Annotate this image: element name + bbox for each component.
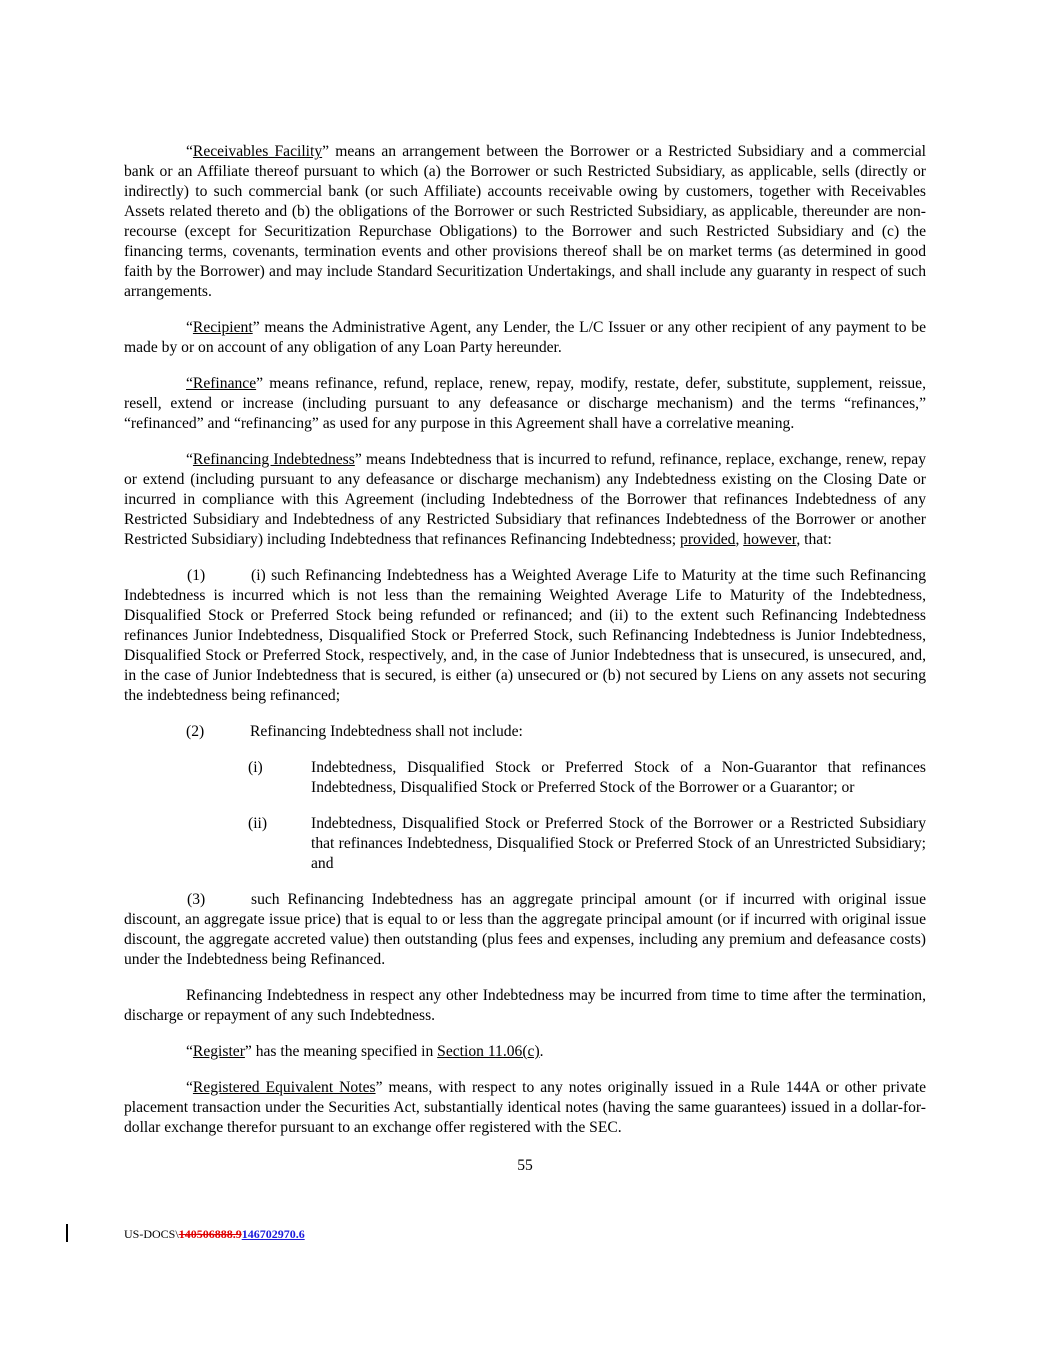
clause-end: , that: <box>796 531 832 548</box>
definition-text: ” means the Administrative Agent, any Lender, the L/C Issuer or any other recipient of any payment to be made by or on account of any obligation of any Loan Party hereunder. <box>124 319 926 356</box>
quote: “ <box>186 143 193 160</box>
subclause-text: Indebtedness, Disqualified Stock or Preferred Stock of a Non-Guarantor that refinances Indebtedness, Disqualified Stock or Preferred Stock of the Borrower or a Guarantor; or <box>311 759 926 796</box>
defined-term: “Refinance <box>186 375 257 392</box>
clause-text: Refinancing Indebtedness shall not include: <box>250 723 523 740</box>
definition-registered-equivalent-notes <box>124 1078 926 1138</box>
document-body <box>124 142 926 1246</box>
change-bar <box>66 1224 68 1242</box>
provided-term: provided <box>680 531 736 548</box>
quote: “ <box>186 319 193 336</box>
defined-term: Recipient <box>192 319 253 336</box>
however-term: however <box>743 531 797 548</box>
definition-refinancing-indebtedness <box>124 450 926 550</box>
clause-1 <box>124 566 926 706</box>
definition-text: ” means, with respect to any notes originally issued in a Rule 144A or other private placement transaction under the Securities Act, substantially identical notes (having the same guarantees) issued in a dollar-for-dollar exchange therefor pursuant to an exchange offer registered with the SEC. <box>124 1079 926 1136</box>
doc-id-deleted: 140506888.9 <box>178 1227 242 1241</box>
definition-text: ” means Indebtedness that is incurred to refund, refinance, replace, exchange, renew, repay or extend (including pursuant to any defeasance or discharge mechanism) any Indebtedness existing on the Closing Date or incurred in compliance with this Agreement (including Indebtedness of the Borrower that refinances Indebtedness of any Restricted Subsidiary and Indebtedness of any Restricted Subsidiary that refinances Indebtedness of the Borrower or another Restricted Subsidiary) including Indebtedness that refinances Refinancing Indebtedness; <box>124 451 926 548</box>
comma: , <box>735 531 744 548</box>
defined-term: Receivables Facility <box>192 143 323 160</box>
definition-text: ” has the meaning specified in <box>244 1043 438 1060</box>
definition-text: ” means refinance, refund, replace, renew, repay, modify, restate, defer, substitute, supplement, reissue, resell, extend or increase (including pursuant to any defeasance or discharge mechanism) and the terms “refinances,” “refinanced” and “refinancing” as used for any purpose in this Agreement shall have a correlative meaning. <box>124 375 926 432</box>
quote: “ <box>186 1079 193 1096</box>
clause-number: (2) <box>186 723 205 740</box>
defined-term: Refinancing Indebtedness <box>192 451 355 468</box>
quote: “ <box>186 451 193 468</box>
footer-row <box>124 1226 926 1246</box>
doc-id-prefix: US-DOCS\ <box>124 1227 179 1241</box>
paragraph-other-indebtedness <box>124 986 926 1026</box>
section-reference: Section 11.06(c) <box>437 1043 540 1060</box>
definition-recipient <box>124 318 926 358</box>
paragraph-text: Refinancing Indebtedness in respect any other Indebtedness may be incurred from time to time after the termination, discharge or repayment of any such Indebtedness. <box>124 987 926 1024</box>
defined-term: Registered Equivalent Notes <box>192 1079 376 1096</box>
document-id-footer <box>124 1226 926 1242</box>
quote: “ <box>186 1043 193 1060</box>
page-number: 55 <box>517 1157 533 1174</box>
definition-receivables-facility <box>124 142 926 302</box>
doc-id-inserted: 146702970.6 <box>241 1227 305 1241</box>
defined-term: Register <box>192 1043 245 1060</box>
subclause-ii <box>248 814 926 874</box>
definition-refinance <box>124 374 926 434</box>
subclause-text: Indebtedness, Disqualified Stock or Preferred Stock of the Borrower or a Restricted Subsidiary that refinances Indebtedness, Disqualified Stock or Preferred Stock of an Unrestricted Subsidiary; and <box>311 815 926 872</box>
clause-3 <box>124 890 926 970</box>
subclause-number: (i) <box>248 759 263 776</box>
clause-number: (1) <box>187 567 206 584</box>
definition-text: ” means an arrangement between the Borrower or a Restricted Subsidiary and a commercial bank or an Affiliate thereof pursuant to which (a) the Borrower or such Restricted Subsidiary, as applicable, sells (directly or indirectly) to such commercial bank (or such Affiliate) accounts receivable owing by customers, together with Receivables Assets related thereto and (b) the obligations of the Borrower or such Restricted Subsidiary, as applicable, thereunder are non-recourse (except for Securitization Repurchase Obligations) to the Borrower and such Restricted Subsidiary and (c) the financing terms, covenants, termination events and other provisions thereof shall be on market terms (as determined in good faith by the Borrower) and may include Standard Securitization Undertakings, and shall include any guaranty in respect of such arrangements. <box>124 143 926 300</box>
clause-text: (i) such Refinancing Indebtedness has a Weighted Average Life to Maturity at the time such Refinancing Indebtedness is incurred which is not less than the remaining Weighted Average Life to Maturity of the Indebtedness, Disqualified Stock or Preferred Stock being refunded or refinanced; and (ii) to the extent such Refinancing Indebtedness refinances Junior Indebtedness, Disqualified Stock or Preferred Stock, such Refinancing Indebtedness is Junior Indebtedness, Disqualified Stock or Preferred Stock, respectively, and, in the case of Junior Indebtedness that is unsecured, is unsecured, and, in the case of Junior Indebtedness that is secured, is either (a) unsecured or (b) not secured by Liens on any assets not securing the indebtedness being refinanced; <box>124 567 926 704</box>
subclause-number: (ii) <box>248 815 268 832</box>
subclause-i <box>248 758 926 798</box>
clause-text: such Refinancing Indebtedness has an aggregate principal amount (or if incurred with original issue discount, an aggregate issue price) that is equal to or less than the aggregate principal amount (or if incurred with original issue discount, the aggregate accreted value) then outstanding (plus fees and expenses, including any premium and defeasance costs) under the Indebtedness being Refinanced. <box>124 891 926 968</box>
definition-register <box>124 1042 926 1062</box>
period: . <box>539 1043 544 1060</box>
clause-2 <box>124 722 926 742</box>
clause-number: (3) <box>187 891 206 908</box>
